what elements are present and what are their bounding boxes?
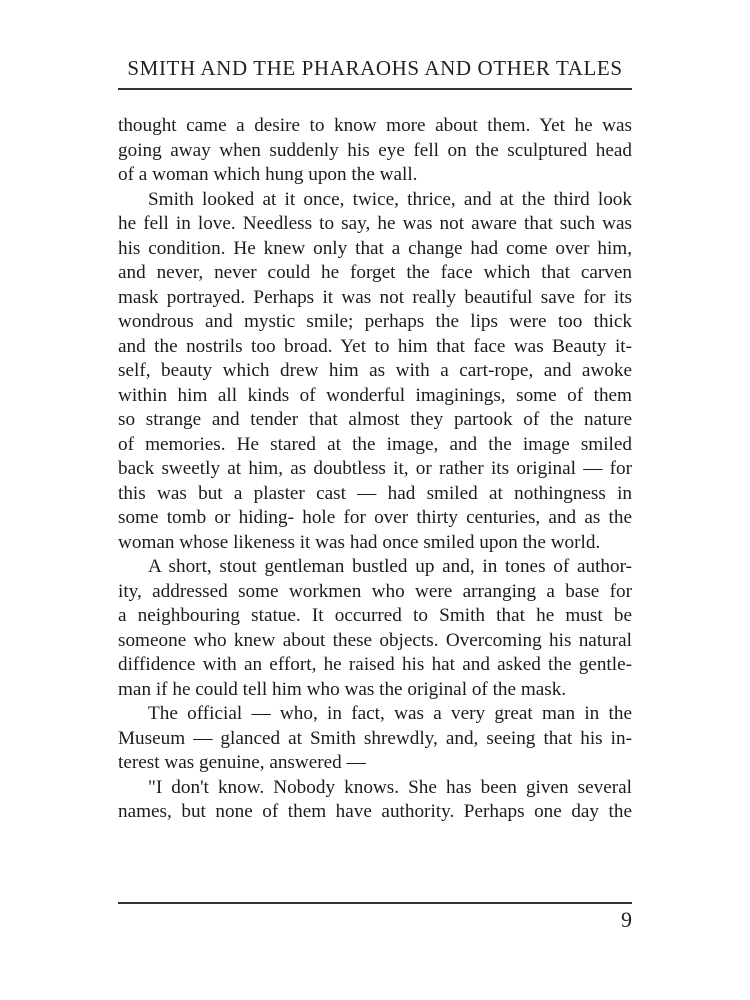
text-line: man if he could tell him who was the original of the mask. — [118, 678, 567, 700]
text-line: diffidence with an effort, he raised his hat and asked the gentle- — [118, 654, 632, 675]
text-line: thought came a desire to know more about them. Yet he was — [118, 115, 632, 136]
text-line: this was but a plaster cast — had smiled at nothingness in — [118, 482, 632, 504]
text-line: and never, never could he forget the face which that carven — [118, 262, 632, 283]
text-line: A short, stout gentleman bustled up and, in tones of author- — [148, 556, 632, 577]
text-line: so strange and tender that almost they partook of the nature — [118, 409, 632, 430]
text-line: Museum — glanced at Smith shrewdly, and, seeing that his in- — [118, 727, 632, 749]
text-line: wondrous and mystic smile; perhaps the lips were too thick — [118, 311, 632, 332]
page-number: 9 — [621, 907, 632, 932]
text-line: ity, addressed some workmen who were arranging a base for — [118, 580, 632, 602]
footer-rule — [118, 902, 632, 904]
body-text — [118, 114, 632, 825]
text-line: going away when suddenly his eye fell on the sculptured head — [118, 139, 632, 161]
text-line: "I don't know. Nobody knows. She has been given several — [148, 776, 632, 798]
text-line: of a woman which hung upon the wall. — [118, 164, 418, 185]
text-line: self, beauty which drew him as with a cart-rope, and awoke — [118, 360, 632, 381]
text-line: Smith looked at it once, twice, thrice, and at the third look — [148, 188, 632, 210]
text-line: names, but none of them have authority. Perhaps one day the — [118, 801, 632, 822]
text-line: he fell in love. Needless to say, he was not aware that such was — [118, 213, 632, 234]
text-line: someone who knew about these objects. Overcoming his natural — [118, 629, 632, 651]
text-line: of memories. He stared at the image, and the image smiled — [118, 433, 632, 455]
text-line: terest was genuine, answered — — [118, 752, 366, 773]
text-line: back sweetly at him, as doubtless it, or rather its original — for — [118, 458, 632, 479]
text-line: The official — who, in fact, was a very great man in the — [148, 703, 632, 724]
header-rule — [118, 88, 632, 90]
text-line: woman whose likeness it was had once smiled upon the world. — [118, 531, 601, 553]
text-line: some tomb or hiding- hole for over thirty centuries, and as the — [118, 507, 632, 528]
text-line: his condition. He knew only that a change had come over him, — [118, 237, 632, 259]
text-line: within him all kinds of wonderful imaginings, some of them — [118, 384, 632, 406]
text-line: and the nostrils too broad. Yet to him that face was Beauty it- — [118, 335, 632, 357]
text-line: mask portrayed. Perhaps it was not really beautiful save for its — [118, 286, 632, 308]
text-line: a neighbouring statue. It occurred to Smith that he must be — [118, 605, 632, 626]
running-title: SMITH AND THE PHARAOHS AND OTHER TALES — [127, 56, 623, 80]
